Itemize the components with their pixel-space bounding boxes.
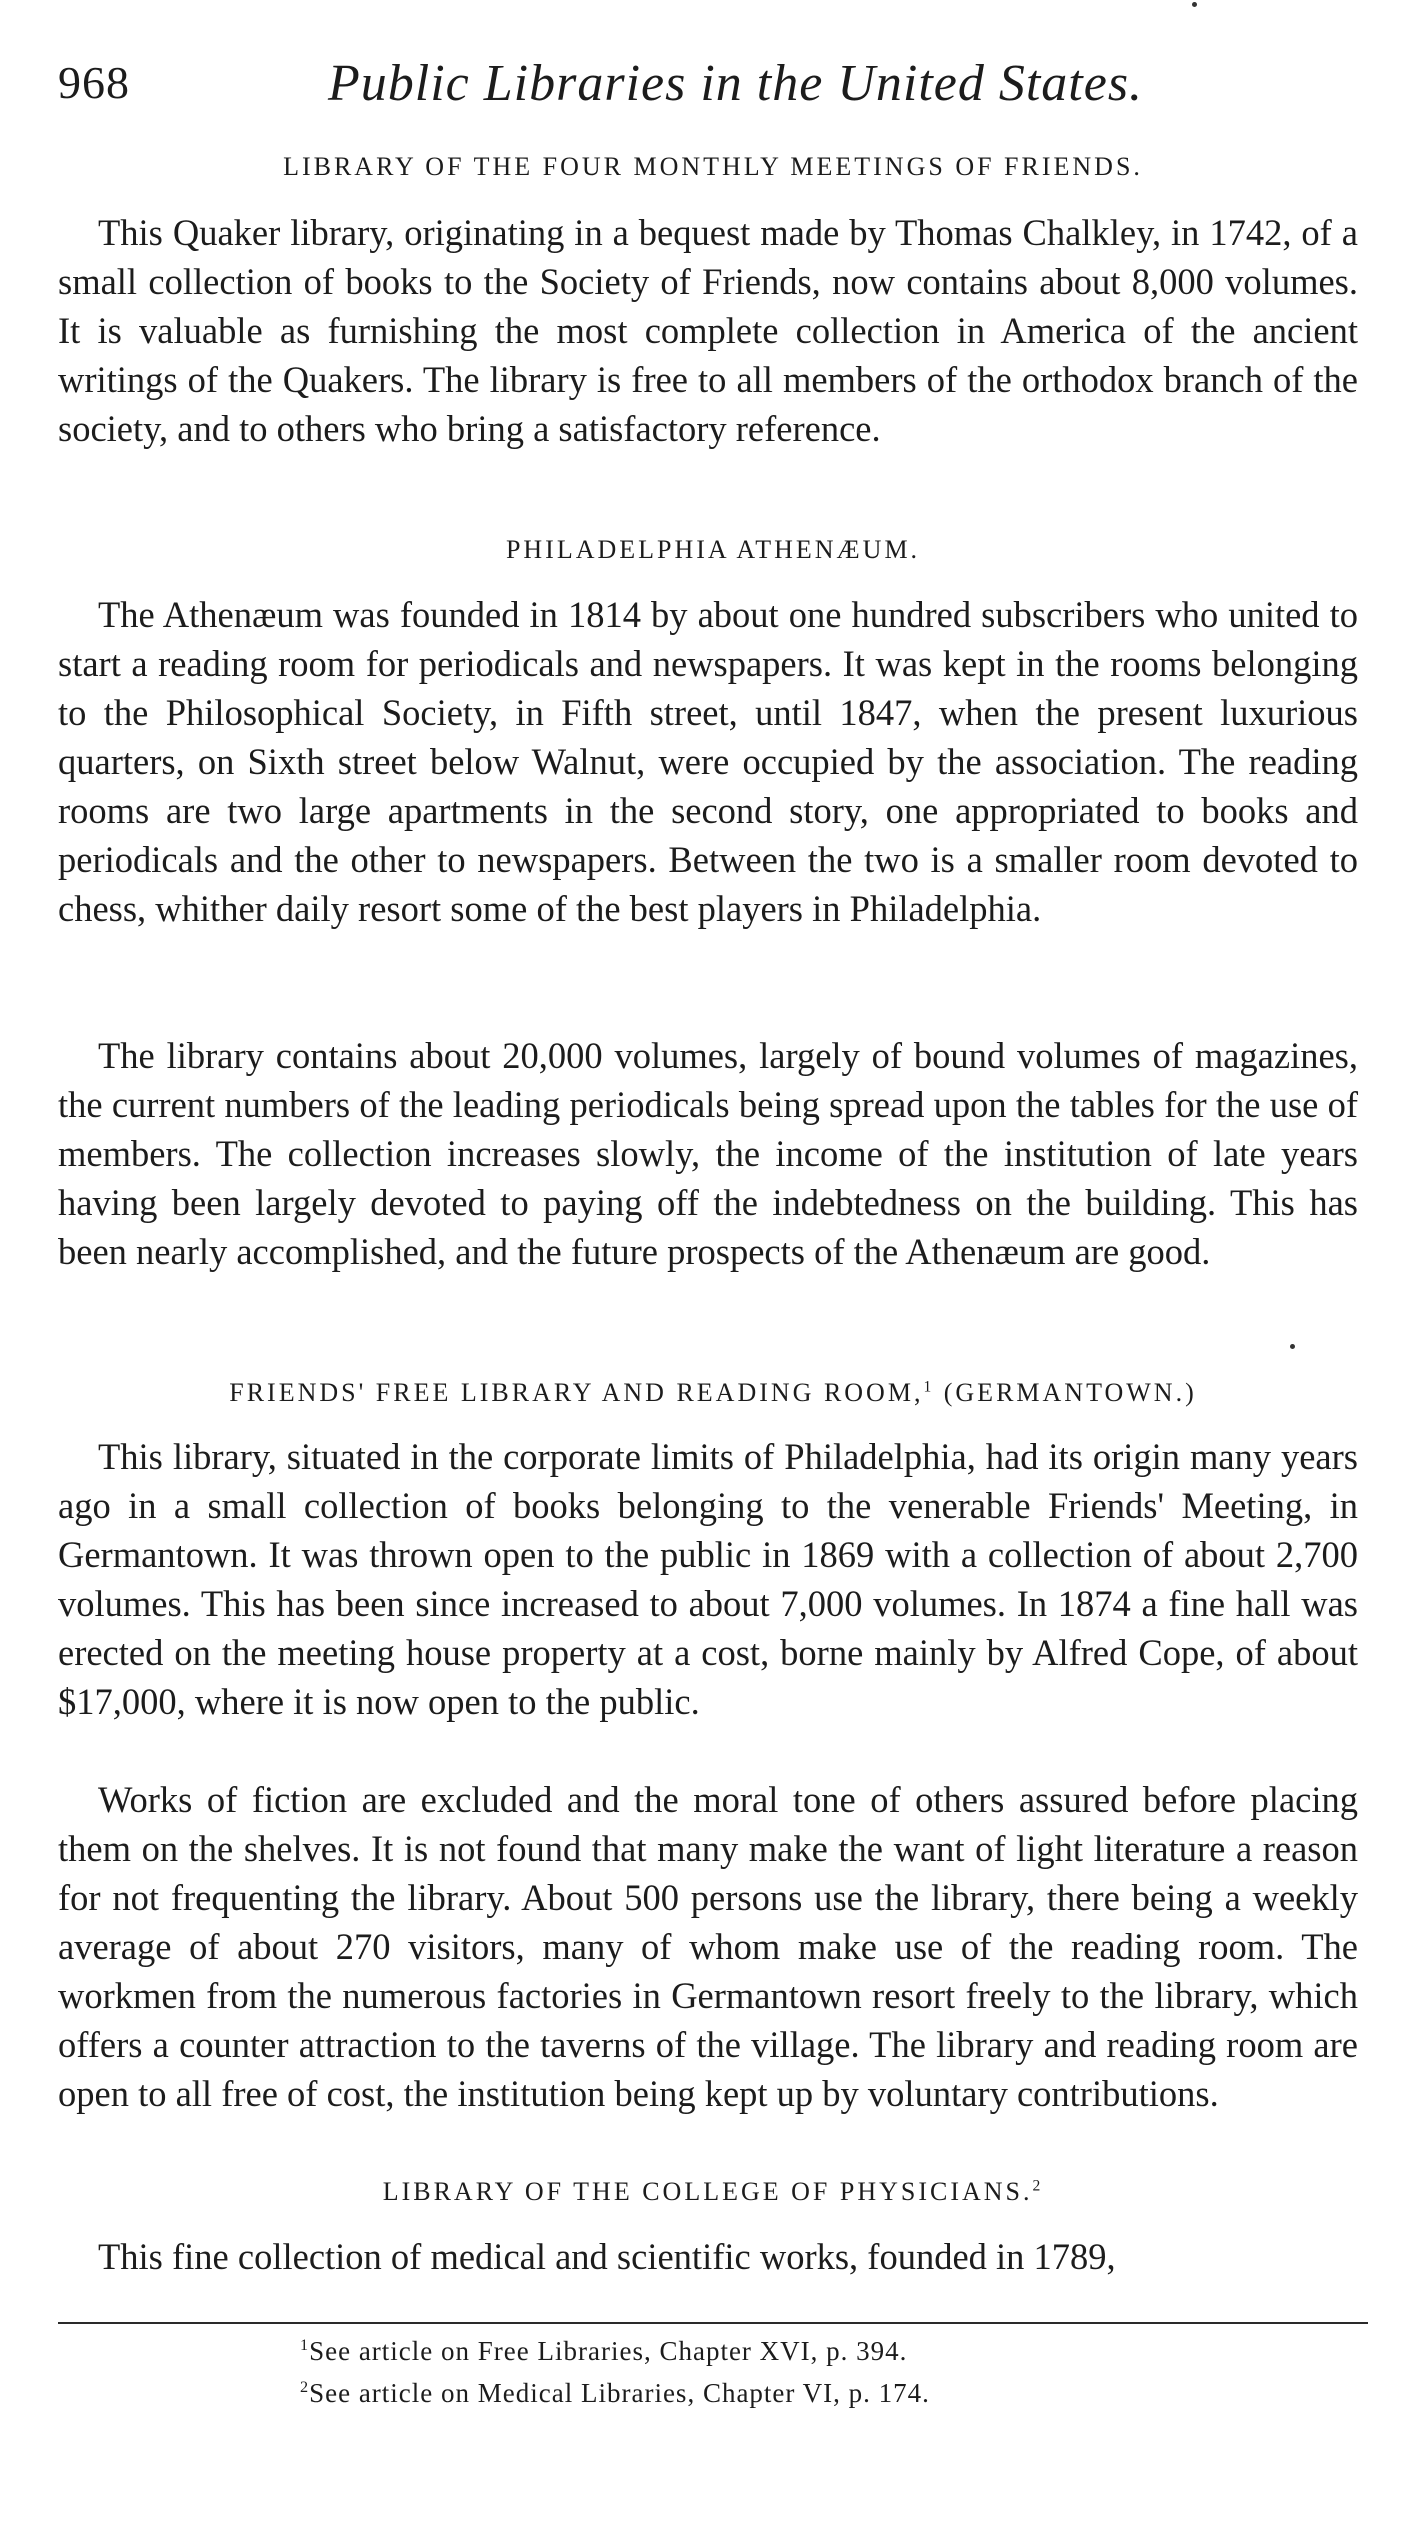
section-heading-friends-free-library <box>58 1378 1368 1408</box>
section-heading-college-of-physicians <box>58 2177 1368 2207</box>
print-speck <box>1290 1344 1295 1349</box>
heading-text: LIBRARY OF THE COLLEGE OF PHYSICIANS. <box>382 2177 1033 2206</box>
print-speck <box>1192 2 1197 7</box>
footnote-2 <box>300 2378 930 2409</box>
footnote-rule <box>58 2322 1368 2324</box>
paragraph-college-of-physicians: This fine collection of medical and scientific works, founded in 1789, <box>98 2236 1116 2277</box>
heading-text: FRIENDS' FREE LIBRARY AND READING ROOM, <box>229 1378 924 1407</box>
footnote-1 <box>300 2336 907 2367</box>
footnote-text-2: See article on Medical Libraries, Chapter VI, p. 174. <box>309 2378 930 2408</box>
running-head <box>58 50 1368 120</box>
section-heading-monthly-meetings: LIBRARY OF THE FOUR MONTHLY MEETINGS OF FRIENDS. <box>283 152 1143 181</box>
page-title: Public Libraries in the United States. <box>328 55 1144 112</box>
footnote-ref-1: 1 <box>923 1378 935 1396</box>
footnote-mark-1: 1 <box>300 2336 310 2354</box>
footnote-mark-2: 2 <box>300 2378 310 2396</box>
page-number: 968 <box>58 57 130 108</box>
paragraph-friends-library-policies: Works of fiction are excluded and the moral tone of others assured before placing them on the shelves. It is not found that many make the want of light literature a reason for not frequenting the library. About 500 persons use the library, there being a weekly average of about 270 visitors, many of whom make use of the reading room. The workmen from the numerous factories in Germantown resort freely to the library, which offers a counter attraction to the taverns of the village. The library and reading room are open to all free of cost, the institution being kept up by voluntary contributions. <box>58 1779 1358 2114</box>
paragraph-quaker-library: This Quaker library, originating in a bequest made by Thomas Chalkley, in 1742, of a small collection of books to the Society of Friends, now contains about 8,000 volumes. It is valuable as furnishing the most complete collection in America of the ancient writings of the Quakers. The library is free to all members of the orthodox branch of the society, and to others who bring a satisfactory reference. <box>58 212 1358 449</box>
section-heading-athenaeum: PHILADELPHIA ATHENÆUM. <box>505 535 921 564</box>
heading-suffix: (GERMANTOWN.) <box>934 1378 1197 1407</box>
paragraph-athenaeum-history: The Athenæum was founded in 1814 by about one hundred subscribers who united to start a reading room for periodicals and newspapers. It was kept in the rooms belonging to the Philosophical Society, in Fifth street, until 1847, when the present luxurious quarters, on Sixth street below Walnut, were occupied by the association. The reading rooms are two large apartments in the second story, one appropriated to books and periodicals and the other to newspapers. Between the two is a smaller room devoted to chess, whither daily resort some of the best players in Philadelphia. <box>58 594 1358 929</box>
footnote-text-1: See article on Free Libraries, Chapter XVI, p. 394. <box>309 2336 908 2366</box>
paragraph-athenaeum-collection: The library contains about 20,000 volumes, largely of bound volumes of magazines, the current numbers of the leading periodicals being spread upon the tables for the use of members. The collection increases slowly, the income of the institution of late years having been largely devoted to paying off the indebtedness on the building. This has been nearly accomplished, and the future prospects of the Athenæum are good. <box>58 1035 1358 1272</box>
footnote-ref-2: 2 <box>1032 2177 1044 2195</box>
paragraph-friends-library-origin: This library, situated in the corporate limits of Philadelphia, had its origin many years ago in a small collection of books belonging to the venerable Friends' Meeting, in Germantown. It was thrown open to the public in 1869 with a collection of about 2,700 volumes. This has been since increased to about 7,000 volumes. In 1874 a fine hall was erected on the meeting house property at a cost, borne mainly by Alfred Cope, of about $17,000, where it is now open to the public. <box>58 1436 1358 1722</box>
